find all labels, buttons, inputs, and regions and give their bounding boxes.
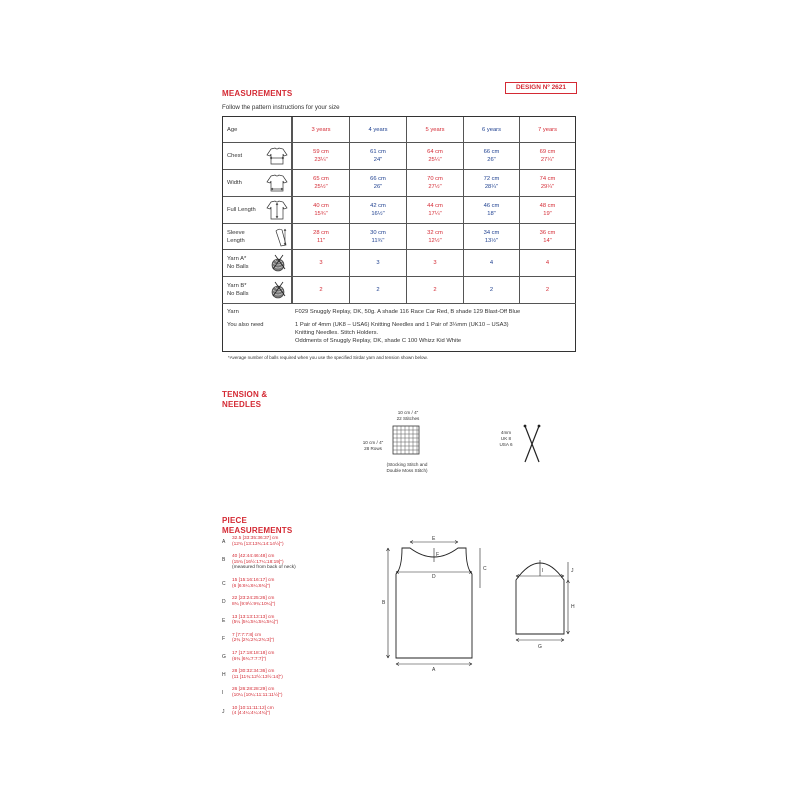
diagram-label-h: H: [571, 604, 575, 610]
list-item: C 15 [15:16:16:17] cm (6 [6:6¼:6¼:6¾]"): [222, 578, 275, 589]
size-header: 6 years: [463, 117, 519, 142]
list-item: D 22 [23:24:25:26] cm 8¾ [9:9½:9¾:10¼]"): [222, 596, 276, 607]
table-row-chest: Chest 59 cm 23¼" 61 cm 24" 64 cm 25¼" 66 cm 26" 69 cm 27¼": [223, 143, 575, 170]
width-icon: [266, 174, 288, 192]
table-divider: [222, 303, 576, 304]
need-line: Knitting Needles. Stitch Holders.: [295, 330, 379, 336]
diagram-label-j: J: [571, 568, 574, 574]
tension-caption: (Stocking Stitch and Double Moss Stitch): [386, 462, 428, 473]
yarn-ball-icon: [270, 254, 288, 272]
sleeve-piece-diagram: [506, 548, 586, 660]
measurements-table: [222, 116, 576, 352]
tension-swatch-grid: [392, 425, 420, 455]
size-header: 3 years: [292, 117, 349, 142]
diagram-label-d: D: [432, 574, 436, 580]
table-row-yarn-a: Yarn A* No Balls 3 3 3 4 4: [223, 250, 575, 277]
diagram-label-i: I: [542, 568, 544, 574]
need-line: 1 Pair of 4mm (UK8 – USA6) Knitting Needles and 1 Pair of 3¼mm (UK10 – USA3): [295, 322, 509, 328]
design-number-badge: DESIGN Nº 2621: [505, 82, 577, 94]
knitting-needles-icon: [522, 424, 542, 464]
row-label: Width: [227, 180, 242, 186]
row-label: Chest: [227, 153, 243, 159]
yarn-text: F029 Snuggly Replay, DK, 50g. A shade 116 Race Car Red, B shade 129 Blast-Off Blue: [295, 309, 521, 315]
list-item: B 40 [42:44:46:48] cm (15¾ [16½:17¼:18:19]") (measured from back of neck): [222, 554, 296, 571]
list-item: A 32.5 [33:35:36:37] cm (12¾ [13:13¾:14:14½]"): [222, 536, 284, 547]
tension-height-label: 10 cm / 4" 28 Rows: [362, 440, 384, 451]
footnote: *Average number of balls required when you use the specified Sirdar yarn and tension shown below.: [228, 355, 428, 360]
yarn-label: Yarn: [227, 309, 239, 315]
list-item: H 28 [30:32:34:36] cm (11 [11¾:12½:13½:14]"): [222, 669, 283, 680]
piece-measurement-list: [222, 536, 352, 724]
row-label: Yarn B* No Balls: [227, 283, 249, 297]
row-label: Age: [227, 126, 238, 133]
piece-title: PIECE MEASUREMENTS: [222, 516, 293, 535]
row-label: Sleeve Length: [227, 229, 245, 244]
diagram-label-c: C: [483, 566, 487, 572]
diagram-label-e: E: [432, 536, 436, 542]
need-line: Oddments of Snuggly Replay, DK, shade C 100 Whizz Kid White: [295, 338, 462, 344]
size-header: 7 years: [519, 117, 575, 142]
table-row-width: Width 65 cm 25½" 66 cm 26" 70 cm 27½" 72 cm 28¼" 74 cm 29¼": [223, 170, 575, 197]
body-piece-diagram: [376, 532, 496, 672]
yarn-ball-icon: [270, 281, 288, 299]
row-label: Full Length: [227, 207, 256, 213]
list-item: I 26 [26:28:28:29] cm (10¼ [10¼:11:11:11½]"): [222, 687, 283, 698]
full-length-icon: [266, 200, 288, 220]
tension-title: TENSION & NEEDLES: [222, 390, 268, 409]
tension-width-label: 10 cm / 4" 22 Stitches: [396, 410, 420, 421]
chest-icon: [266, 147, 288, 165]
list-item: F 7 [7:7:7:8] cm (2¾ [2¾:2¾:2¾:3]"): [222, 632, 275, 644]
row-label: Yarn A* No Balls: [227, 256, 249, 270]
diagram-label-f: F: [436, 552, 440, 558]
measurements-title: MEASUREMENTS: [222, 89, 293, 98]
list-item: E 13 [13:13:13:13] cm (5¼ [5¼:5¼:5¼:5¼]"): [222, 614, 279, 626]
table-row-yarn-b: Yarn B* No Balls 2 2 2 2 2: [223, 277, 575, 304]
needle-size-labels: 4mm UK 8 USA 6: [499, 430, 513, 447]
sleeve-length-icon: [274, 227, 288, 247]
diagram-label-b: B: [382, 600, 386, 606]
diagram-label-g: G: [538, 644, 542, 650]
size-header: 4 years: [349, 117, 406, 142]
table-row-sleeve-length: Sleeve Length 28 cm 11" 30 cm 11¾" 32 cm 12½" 34 cm 13½" 36 cm 14": [223, 224, 575, 250]
size-header: 5 years: [406, 117, 463, 142]
measurements-intro: Follow the pattern instructions for your size: [222, 104, 340, 111]
diagram-label-a: A: [432, 667, 436, 672]
list-item: G 17 [17:18:18:18] cm (6¾ [6¾:7:7:7]"): [222, 650, 275, 662]
table-row-full-length: Full Length 40 cm 15¾" 42 cm 16½" 44 cm 17¼" 46 cm 18" 48 cm 19": [223, 197, 575, 224]
table-divider: [291, 117, 292, 303]
list-item: J 10 [10:11:11:12] cm (4 [4:4¼:4¼:4¾]"): [222, 705, 274, 717]
table-row-age: [223, 117, 575, 143]
need-label: You also need: [227, 322, 264, 328]
